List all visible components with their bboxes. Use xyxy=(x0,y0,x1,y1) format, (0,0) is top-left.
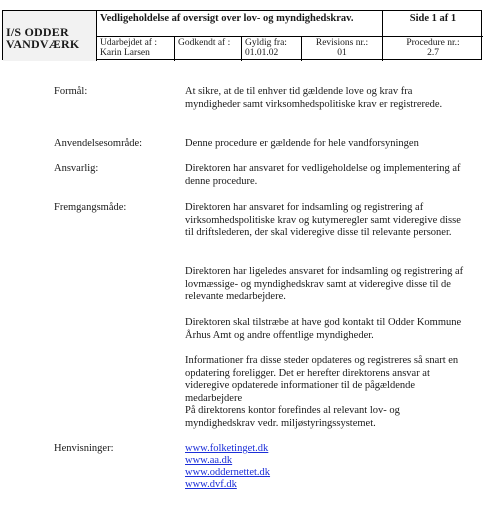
procedure-step-4 xyxy=(185,355,465,430)
procedure-step-4-text: Informationer fra disse steder opdateres og registreres så snart en opdatering foreligger. Det er herefter direktorens ansvar at videregive opdaterede informationer til de pågældende medarbejdere xyxy=(185,355,459,404)
prepared-by-label: Udarbejdet af : xyxy=(100,38,157,48)
responsible-text: Direktoren har ansvaret for vedligeholdelse og implementering af denne procedure. xyxy=(185,163,461,187)
valid-from-cell xyxy=(242,37,302,61)
procedure-step-3: Direktoren skal tilstræbe at have god kontakt til Odder Kommune Århus Amt og andre offentlige myndigheder. xyxy=(185,317,462,341)
purpose-text: At sikre, at de til enhver tid gældende love og krav fra myndigheder samt virksomhedspolitiske krav er registrerede. xyxy=(185,86,443,110)
procedure-step-1: Direktoren har ansvaret for indsamling og registrering af virksomhedspolitiske krav og kutymeregler samt videregive disse til driftslederen, der skal videregive disse til relevante personer. xyxy=(185,202,461,238)
page-number: Side 1 af 1 xyxy=(383,11,483,37)
procedure-label: Procedure nr.: xyxy=(406,38,460,48)
scope-text: Denne procedure er gældende for hele vandforsyningen xyxy=(185,138,419,149)
valid-from-label: Gyldig fra: xyxy=(245,38,287,48)
link-aa[interactable]: www.aa.dk xyxy=(185,455,233,466)
procedure-step-2: Direktoren har ligeledes ansvaret for indsamling og registrering af lovmæssige- og myndighedskrav samt at videregive disse til de relevante medarbejdere. xyxy=(185,266,464,302)
prepared-by-cell xyxy=(97,37,175,61)
procedure-cell xyxy=(383,37,483,61)
procedure-value: 2.7 xyxy=(427,48,439,58)
procedure-steps-label: Fremgangsmåde: xyxy=(54,202,127,213)
company-name: I/S ODDER VANDVÆRK xyxy=(3,11,97,61)
scope-label: Anvendelsesområde: xyxy=(54,138,143,149)
approved-by-cell xyxy=(175,37,242,61)
document-title: Vedligeholdelse af oversigt over lov- og myndighedskrav. xyxy=(97,11,383,37)
valid-from-value: 01.01.02 xyxy=(245,48,279,58)
link-dvf[interactable]: www.dvf.dk xyxy=(185,479,237,490)
references-links xyxy=(185,443,270,491)
document-header xyxy=(2,10,482,60)
link-folketinget[interactable]: www.folketinget.dk xyxy=(185,443,269,454)
revision-label: Revisions nr.: xyxy=(315,38,369,48)
approved-by-label: Godkendt af : xyxy=(178,38,231,48)
revision-value: 01 xyxy=(337,48,347,58)
purpose-label: Formål: xyxy=(54,86,88,97)
prepared-by-name: Karin Larsen xyxy=(100,48,150,58)
responsible-label: Ansvarlig: xyxy=(54,163,99,174)
procedure-step-4-note: På direktorens kontor forefindes al relevant lov- og myndighedskrav vedr. miljøstyringssystemet. xyxy=(185,405,400,429)
revision-cell xyxy=(302,37,383,61)
references-label: Henvisninger: xyxy=(54,443,114,454)
link-oddernettet[interactable]: www.oddernettet.dk xyxy=(185,467,271,478)
